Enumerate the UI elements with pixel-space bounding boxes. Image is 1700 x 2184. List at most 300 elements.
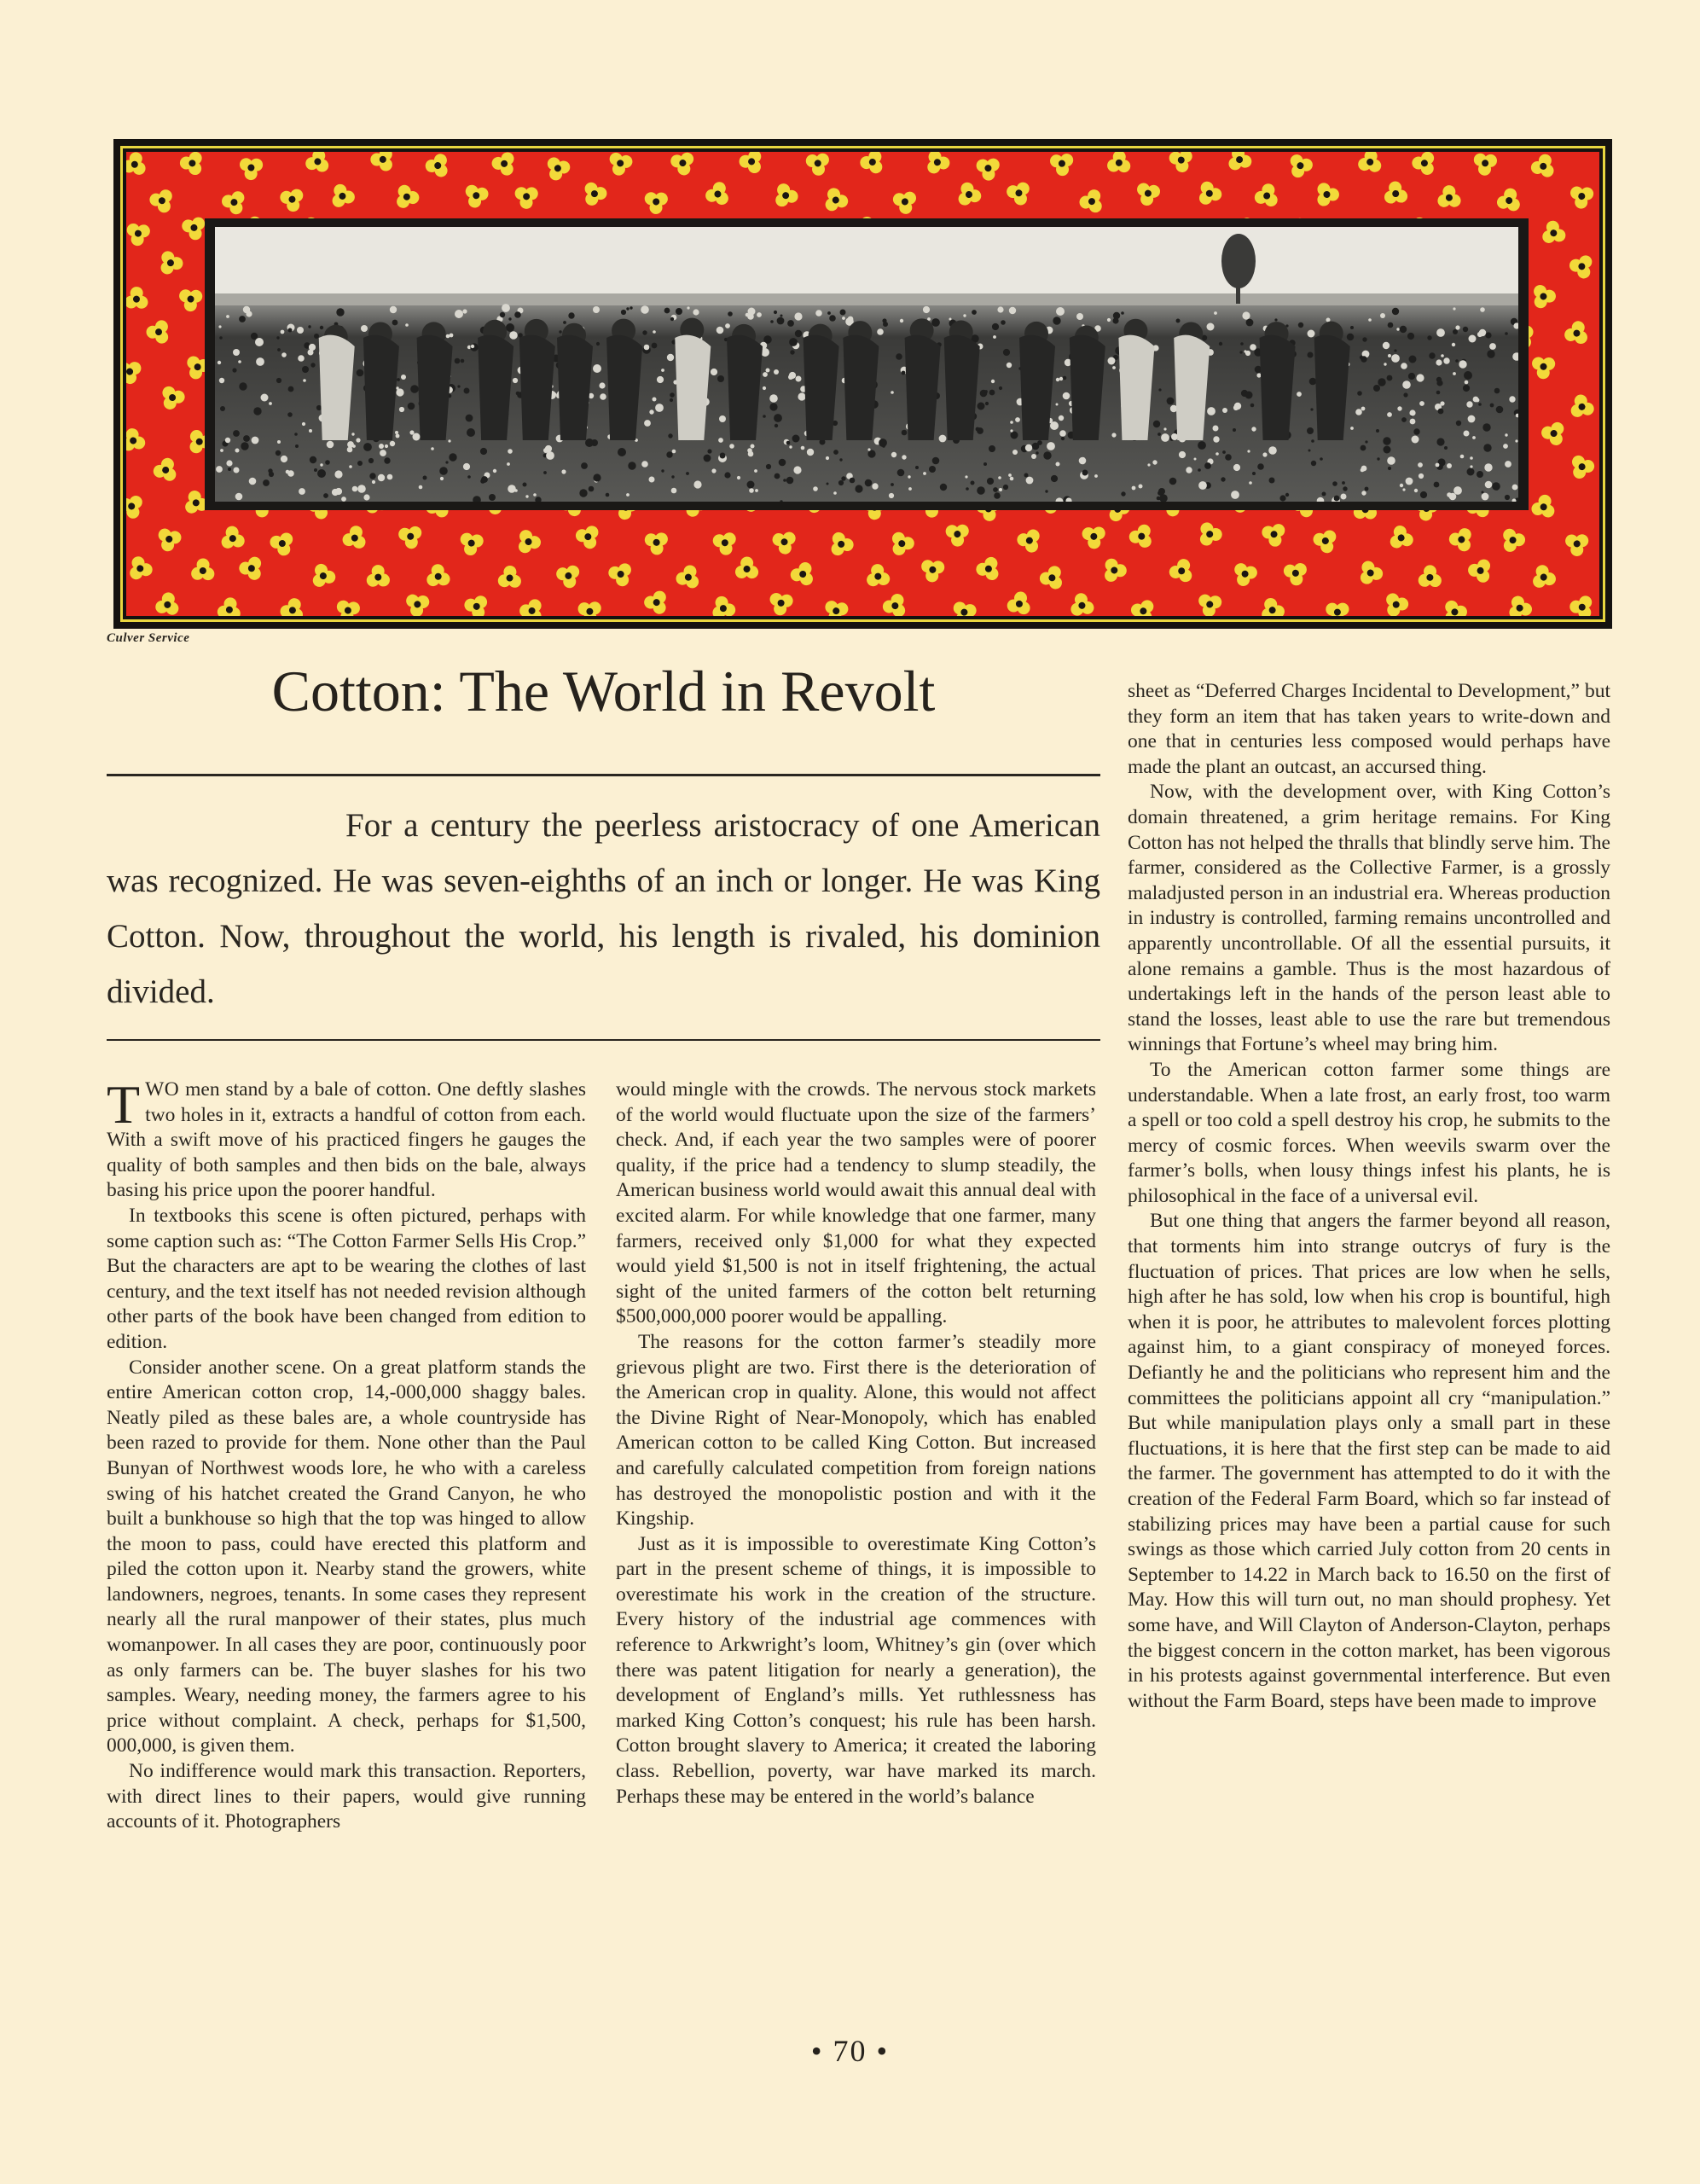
cotton-boll bbox=[440, 477, 444, 480]
cotton-boll bbox=[1003, 485, 1008, 490]
picker-figure bbox=[1118, 335, 1154, 440]
cotton-boll bbox=[363, 494, 369, 500]
cotton-boll bbox=[693, 309, 699, 315]
cotton-boll bbox=[1001, 320, 1006, 325]
cotton-boll bbox=[1487, 350, 1494, 357]
cotton-boll bbox=[1483, 444, 1491, 451]
cotton-boll bbox=[1225, 454, 1232, 461]
cotton-boll bbox=[481, 476, 488, 483]
trefoil-flower bbox=[191, 558, 215, 580]
paragraph: sheet as “Deferred Charges Incidental to Development,” but they form an item that has taken years to write-down and one that in centuries less composed would perhaps have made the plant an outcast, an accursed thing. bbox=[1128, 680, 1610, 778]
trefoil-flower bbox=[1258, 595, 1286, 616]
trefoil-flower bbox=[667, 152, 695, 177]
cotton-boll bbox=[1447, 463, 1452, 468]
cotton-boll bbox=[1387, 456, 1395, 465]
cotton-boll bbox=[1233, 464, 1240, 471]
cotton-boll bbox=[1194, 458, 1197, 461]
trefoil-flower bbox=[805, 153, 831, 177]
trefoil-flower bbox=[641, 589, 672, 616]
cotton-boll bbox=[1307, 427, 1314, 434]
cotton-boll bbox=[1434, 482, 1440, 488]
cotton-boll bbox=[1320, 457, 1323, 461]
cotton-boll bbox=[276, 450, 281, 456]
trefoil-flower bbox=[1168, 555, 1197, 584]
cotton-boll bbox=[1468, 415, 1476, 423]
cotton-boll bbox=[243, 435, 250, 442]
trefoil-flower bbox=[177, 283, 206, 314]
cotton-boll bbox=[833, 450, 838, 455]
trefoil-flower bbox=[709, 594, 737, 616]
cotton-boll bbox=[368, 458, 374, 463]
cotton-boll bbox=[1470, 456, 1473, 460]
cotton-boll bbox=[777, 317, 785, 325]
cotton-field-photo bbox=[215, 227, 1518, 502]
trefoil-flower bbox=[305, 152, 332, 173]
picker-figure bbox=[727, 335, 763, 440]
cotton-boll bbox=[600, 393, 606, 400]
article-deck: For a century the peerless aristocracy of one American was recognized. He was seven-eighths of an inch or longer. He was King Cotton. Now, throughout the world, his length is rivaled, his dominion divided. bbox=[107, 807, 1100, 1010]
picker-figure bbox=[363, 335, 399, 440]
cotton-boll bbox=[1053, 317, 1060, 324]
cotton-boll bbox=[261, 394, 269, 402]
cotton-boll bbox=[1326, 318, 1331, 322]
trefoil-flower bbox=[1037, 563, 1069, 595]
cotton-boll bbox=[1429, 352, 1435, 358]
cotton-boll bbox=[1464, 431, 1470, 437]
trefoil-flower bbox=[1076, 187, 1108, 218]
cotton-boll bbox=[1365, 487, 1369, 491]
cotton-boll bbox=[915, 466, 919, 469]
cotton-boll bbox=[256, 357, 264, 366]
cotton-boll bbox=[357, 485, 366, 493]
cotton-boll bbox=[392, 320, 398, 326]
cotton-boll bbox=[1396, 328, 1399, 330]
trefoil-flower bbox=[1005, 589, 1036, 616]
floral-pattern-border bbox=[126, 152, 1599, 616]
trefoil-flower bbox=[510, 180, 541, 211]
cotton-boll bbox=[351, 433, 354, 435]
cotton-boll bbox=[1452, 343, 1455, 346]
cotton-boll bbox=[401, 375, 406, 380]
trefoil-flower bbox=[1069, 591, 1098, 616]
cotton-boll bbox=[1482, 423, 1490, 431]
cotton-boll bbox=[1011, 432, 1018, 439]
trefoil-flower bbox=[490, 152, 520, 180]
cotton-boll bbox=[984, 390, 988, 393]
cotton-boll bbox=[455, 310, 463, 318]
cotton-boll bbox=[1368, 318, 1372, 322]
trefoil-flower bbox=[1528, 282, 1558, 312]
cotton-boll bbox=[1436, 391, 1441, 395]
picker-figure bbox=[675, 335, 711, 440]
cotton-boll bbox=[1246, 319, 1254, 327]
cotton-boll bbox=[1440, 401, 1444, 405]
trefoil-flower bbox=[1379, 179, 1410, 211]
cotton-boll bbox=[462, 309, 467, 313]
sky bbox=[215, 227, 1518, 300]
cotton-boll bbox=[807, 449, 814, 456]
cotton-boll bbox=[1008, 473, 1012, 477]
cotton-boll bbox=[1311, 439, 1314, 443]
cotton-boll bbox=[626, 307, 629, 310]
cotton-boll bbox=[1436, 359, 1442, 365]
cotton-boll bbox=[842, 317, 845, 320]
picker-figure bbox=[905, 335, 941, 440]
cotton-boll bbox=[1361, 445, 1366, 451]
cotton-boll bbox=[1470, 465, 1472, 468]
cotton-boll bbox=[670, 317, 674, 321]
cotton-boll bbox=[719, 415, 726, 422]
cotton-boll bbox=[972, 310, 977, 315]
cotton-boll bbox=[1456, 421, 1461, 426]
cotton-boll bbox=[940, 484, 947, 491]
cotton-boll bbox=[783, 479, 786, 482]
cotton-boll bbox=[508, 317, 511, 320]
trefoil-flower bbox=[1529, 562, 1557, 589]
cotton-boll bbox=[628, 462, 635, 469]
cotton-boll bbox=[1147, 463, 1150, 466]
tree-line bbox=[215, 293, 1518, 305]
cotton-boll bbox=[630, 306, 632, 309]
cotton-boll bbox=[218, 325, 221, 328]
trefoil-flower bbox=[215, 595, 247, 616]
cotton-boll bbox=[232, 368, 236, 372]
cotton-boll bbox=[277, 348, 281, 351]
cotton-boll bbox=[1036, 451, 1038, 454]
cotton-boll bbox=[993, 487, 998, 492]
cotton-boll bbox=[618, 448, 626, 456]
trefoil-flower bbox=[1355, 152, 1384, 177]
trefoil-flower bbox=[1317, 183, 1339, 206]
cotton-boll bbox=[1256, 373, 1261, 377]
cotton-boll bbox=[294, 433, 298, 436]
cotton-boll bbox=[372, 480, 375, 484]
cotton-boll bbox=[1466, 401, 1472, 407]
cotton-boll bbox=[668, 433, 672, 438]
cotton-boll bbox=[1402, 380, 1411, 389]
trefoil-flower bbox=[455, 526, 486, 558]
cotton-boll bbox=[1113, 312, 1120, 319]
trefoil-flower bbox=[1107, 152, 1132, 173]
cotton-boll bbox=[1443, 357, 1449, 363]
cotton-boll bbox=[1121, 311, 1124, 315]
cotton-boll bbox=[1158, 488, 1165, 495]
cotton-boll bbox=[410, 385, 419, 393]
cotton-boll bbox=[1059, 377, 1063, 380]
trefoil-flower bbox=[1253, 181, 1281, 208]
trefoil-flower bbox=[1385, 592, 1409, 616]
cotton-boll bbox=[1063, 392, 1070, 400]
trefoil-flower bbox=[129, 555, 154, 583]
deck-divider bbox=[107, 1039, 1100, 1041]
cotton-boll bbox=[408, 403, 415, 410]
picker-figure bbox=[1019, 335, 1055, 440]
cotton-boll bbox=[1505, 495, 1510, 500]
cotton-boll bbox=[238, 360, 241, 363]
cotton-boll bbox=[397, 378, 400, 381]
trefoil-flower bbox=[974, 553, 1004, 583]
cotton-boll bbox=[593, 306, 600, 313]
cotton-boll bbox=[1413, 428, 1419, 434]
trefoil-flower bbox=[857, 152, 889, 179]
cotton-boll bbox=[1257, 463, 1264, 470]
cotton-boll bbox=[1485, 481, 1493, 489]
trefoil-flower bbox=[1281, 556, 1313, 588]
cotton-boll bbox=[1234, 403, 1241, 410]
cotton-boll bbox=[1233, 428, 1236, 432]
cotton-boll bbox=[1378, 378, 1385, 386]
trefoil-flower bbox=[704, 179, 732, 206]
cotton-boll bbox=[239, 316, 246, 322]
cotton-boll bbox=[268, 468, 272, 473]
cotton-boll bbox=[855, 485, 862, 492]
cotton-boll bbox=[396, 434, 400, 439]
cotton-boll bbox=[1512, 485, 1518, 491]
cotton-boll bbox=[676, 308, 682, 315]
photo-credit: Culver Service bbox=[107, 631, 190, 645]
cotton-boll bbox=[687, 306, 689, 309]
cotton-boll bbox=[1397, 406, 1401, 410]
cotton-boll bbox=[334, 470, 342, 478]
trefoil-flower bbox=[1569, 392, 1595, 418]
cotton-boll bbox=[724, 472, 730, 478]
cotton-boll bbox=[281, 352, 287, 357]
cotton-boll bbox=[657, 376, 664, 383]
cotton-boll bbox=[780, 315, 783, 317]
trefoil-flower bbox=[154, 248, 186, 279]
trefoil-flower bbox=[1560, 527, 1591, 558]
cotton-boll bbox=[1198, 468, 1201, 472]
trefoil-flower bbox=[308, 561, 337, 589]
cotton-boll bbox=[1455, 325, 1459, 329]
cotton-boll bbox=[891, 452, 896, 457]
picker-figure bbox=[1174, 335, 1210, 440]
cotton-boll bbox=[1512, 352, 1518, 361]
cotton-boll bbox=[1476, 398, 1480, 403]
trefoil-flower bbox=[1134, 182, 1161, 207]
cotton-boll bbox=[766, 369, 770, 373]
cotton-boll bbox=[774, 311, 777, 314]
cotton-boll bbox=[251, 333, 258, 340]
cotton-boll bbox=[872, 483, 878, 489]
trefoil-flower bbox=[267, 526, 299, 558]
trefoil-flower bbox=[941, 518, 971, 549]
paragraph bbox=[107, 1074, 586, 1204]
trefoil-flower bbox=[147, 183, 178, 215]
cotton-boll bbox=[502, 304, 510, 312]
cotton-boll bbox=[218, 361, 221, 364]
cotton-boll bbox=[228, 468, 231, 471]
trefoil-flower bbox=[1503, 528, 1526, 553]
cotton-boll bbox=[977, 486, 985, 495]
cotton-boll bbox=[965, 475, 967, 478]
cotton-boll bbox=[281, 330, 285, 334]
cotton-boll bbox=[763, 372, 768, 377]
cotton-boll bbox=[1024, 473, 1029, 478]
trefoil-flower bbox=[1505, 593, 1534, 616]
trefoil-flower bbox=[555, 564, 583, 590]
cotton-boll bbox=[1003, 349, 1010, 356]
cotton-boll bbox=[299, 488, 305, 495]
cotton-boll bbox=[769, 394, 778, 403]
cotton-boll bbox=[405, 323, 409, 327]
picker-figure bbox=[944, 335, 980, 440]
cotton-boll bbox=[1360, 356, 1363, 359]
cotton-boll bbox=[720, 453, 726, 459]
picker-figure bbox=[557, 335, 593, 440]
trefoil-flower bbox=[461, 592, 488, 616]
cotton-boll bbox=[309, 344, 316, 351]
cotton-boll bbox=[249, 478, 257, 485]
paragraph: Now, with the development over, with King Cotton’s domain threatened, a grim heritage remains. For King Cotton has not helped the thralls that blindly serve him. The farmer, considered as the Collective Farmer, is a grossly maladjusted person in an industrial era. Whereas production in industry is controlled, farming remains uncontrolled and apparently uncontrollable. Of all the essential pursuits, it alone remains a gamble. Thus is the most hazardous of undertakings left in the hands of the person least able to stand the losses, least able to use the rare but tremendous winnings that Fortune’s wheel may bring him. bbox=[1128, 781, 1610, 1056]
cotton-boll bbox=[1414, 489, 1418, 492]
trefoil-flower bbox=[1529, 152, 1560, 183]
picker-figure bbox=[1314, 335, 1350, 440]
trefoil-flower bbox=[768, 592, 794, 616]
cotton-boll bbox=[508, 449, 513, 454]
trefoil-flower bbox=[1197, 589, 1226, 616]
trefoil-flower bbox=[1259, 517, 1291, 549]
trefoil-flower bbox=[577, 601, 602, 616]
trefoil-flower bbox=[146, 320, 168, 344]
cotton-boll bbox=[464, 388, 470, 394]
cotton-boll bbox=[1009, 307, 1016, 314]
cotton-boll bbox=[1219, 342, 1222, 346]
trefoil-flower bbox=[1360, 561, 1384, 586]
cotton-boll bbox=[786, 441, 791, 445]
cotton-boll bbox=[1061, 437, 1065, 440]
cotton-boll bbox=[833, 491, 837, 495]
cotton-boll bbox=[1400, 326, 1407, 333]
cotton-boll bbox=[1132, 486, 1136, 491]
cotton-boll bbox=[1449, 493, 1457, 501]
cotton-boll bbox=[559, 330, 561, 333]
cotton-boll bbox=[989, 390, 995, 396]
cotton-boll bbox=[655, 404, 664, 412]
trefoil-flower bbox=[423, 152, 455, 183]
cotton-boll bbox=[1043, 451, 1051, 459]
trefoil-flower bbox=[1433, 183, 1464, 213]
cotton-boll bbox=[399, 407, 404, 412]
trefoil-flower bbox=[892, 191, 918, 216]
trefoil-flower bbox=[885, 527, 917, 558]
cotton-boll bbox=[867, 450, 875, 457]
paragraph: No indifference would mark this transaction. Reporters, with direct lines to their papers, would give running accounts of it. Photographers bbox=[107, 1760, 586, 1833]
cotton-boll bbox=[252, 437, 259, 444]
paragraph: Just as it is impossible to overestimate King Cotton’s part in the present scheme of things, it is impossible to overestimate his work in the creation of the structure. Every history of the industrial age commences with reference to Arkwright’s loom, Whitney’s gin (over which there was patent litigation for nearly a generation), the development of England’s mills. Yet ruthlessness has marked King Cotton’s conquest; his rule has been harsh. Cotton brought slavery to America; it created the laboring class. Rebellion, poverty, war have marked its march. Perhaps these may be entered in the world’s balance bbox=[616, 1532, 1096, 1808]
trefoil-flower bbox=[235, 152, 265, 183]
cotton-boll bbox=[644, 420, 651, 427]
trefoil-flower bbox=[1080, 520, 1111, 552]
cotton-boll bbox=[867, 448, 870, 450]
cotton-boll bbox=[770, 320, 774, 323]
cotton-boll bbox=[390, 441, 395, 446]
cotton-boll bbox=[1251, 427, 1256, 431]
cotton-boll bbox=[471, 345, 474, 348]
cotton-boll bbox=[763, 415, 766, 418]
cotton-boll bbox=[711, 468, 716, 473]
cotton-boll bbox=[1279, 495, 1285, 501]
cotton-boll bbox=[1216, 452, 1219, 456]
trefoil-flower bbox=[920, 152, 952, 179]
cotton-boll bbox=[1025, 444, 1032, 451]
cotton-boll bbox=[320, 463, 322, 466]
cotton-boll bbox=[902, 455, 906, 459]
cotton-boll bbox=[1441, 354, 1444, 357]
cotton-boll bbox=[1334, 496, 1340, 502]
trefoil-flower bbox=[1227, 152, 1255, 174]
cotton-boll bbox=[1250, 404, 1255, 408]
cotton-boll bbox=[1198, 441, 1206, 450]
cotton-boll bbox=[1444, 446, 1448, 450]
cotton-boll bbox=[1361, 468, 1365, 473]
cotton-boll bbox=[457, 385, 460, 387]
cotton-boll bbox=[563, 321, 566, 324]
cotton-boll bbox=[327, 441, 334, 449]
cotton-boll bbox=[711, 369, 717, 375]
trefoil-flower bbox=[219, 524, 248, 554]
cotton-boll bbox=[1492, 482, 1500, 491]
cotton-boll bbox=[1412, 436, 1419, 444]
cotton-boll bbox=[1406, 478, 1413, 485]
cotton-boll bbox=[671, 488, 677, 494]
cotton-boll bbox=[1045, 490, 1047, 492]
cotton-boll bbox=[1419, 473, 1424, 479]
cotton-boll bbox=[1505, 332, 1508, 335]
trefoil-flower bbox=[950, 601, 978, 616]
cotton-boll bbox=[1107, 318, 1111, 322]
decorative-banner bbox=[113, 139, 1612, 629]
cotton-boll bbox=[1059, 415, 1064, 421]
trefoil-flower bbox=[126, 223, 151, 247]
cotton-boll bbox=[543, 471, 547, 474]
cotton-boll bbox=[1308, 330, 1315, 338]
cotton-boll bbox=[1056, 307, 1065, 316]
cotton-boll bbox=[747, 448, 752, 453]
cotton-boll bbox=[999, 488, 1002, 491]
cotton-boll bbox=[908, 487, 912, 491]
cotton-boll bbox=[1176, 319, 1181, 323]
cotton-boll bbox=[1465, 380, 1469, 385]
cotton-boll bbox=[363, 443, 372, 451]
trefoil-flower bbox=[126, 427, 146, 451]
cotton-boll bbox=[991, 380, 995, 383]
cotton-boll bbox=[1347, 334, 1354, 340]
cotton-boll bbox=[297, 327, 304, 334]
cotton-boll bbox=[882, 318, 886, 322]
cotton-boll bbox=[1472, 436, 1476, 439]
cotton-boll bbox=[352, 486, 358, 492]
cotton-boll bbox=[314, 334, 319, 339]
cotton-boll bbox=[1059, 430, 1066, 437]
cotton-boll bbox=[308, 325, 310, 328]
cotton-boll bbox=[1245, 392, 1253, 399]
trefoil-flower bbox=[831, 531, 855, 557]
trefoil-flower bbox=[1467, 558, 1491, 583]
cotton-boll bbox=[1010, 421, 1013, 424]
cotton-boll bbox=[641, 461, 648, 468]
cotton-boll bbox=[269, 402, 272, 405]
cotton-boll bbox=[923, 306, 930, 313]
cotton-boll bbox=[1047, 442, 1055, 450]
cotton-boll bbox=[1239, 351, 1242, 353]
lead-caps: WO bbox=[145, 1078, 180, 1101]
title-divider bbox=[107, 774, 1100, 776]
trefoil-flower bbox=[1410, 152, 1442, 177]
cotton-boll bbox=[891, 483, 894, 486]
cotton-boll bbox=[1055, 497, 1063, 502]
trefoil-flower bbox=[1494, 187, 1521, 216]
